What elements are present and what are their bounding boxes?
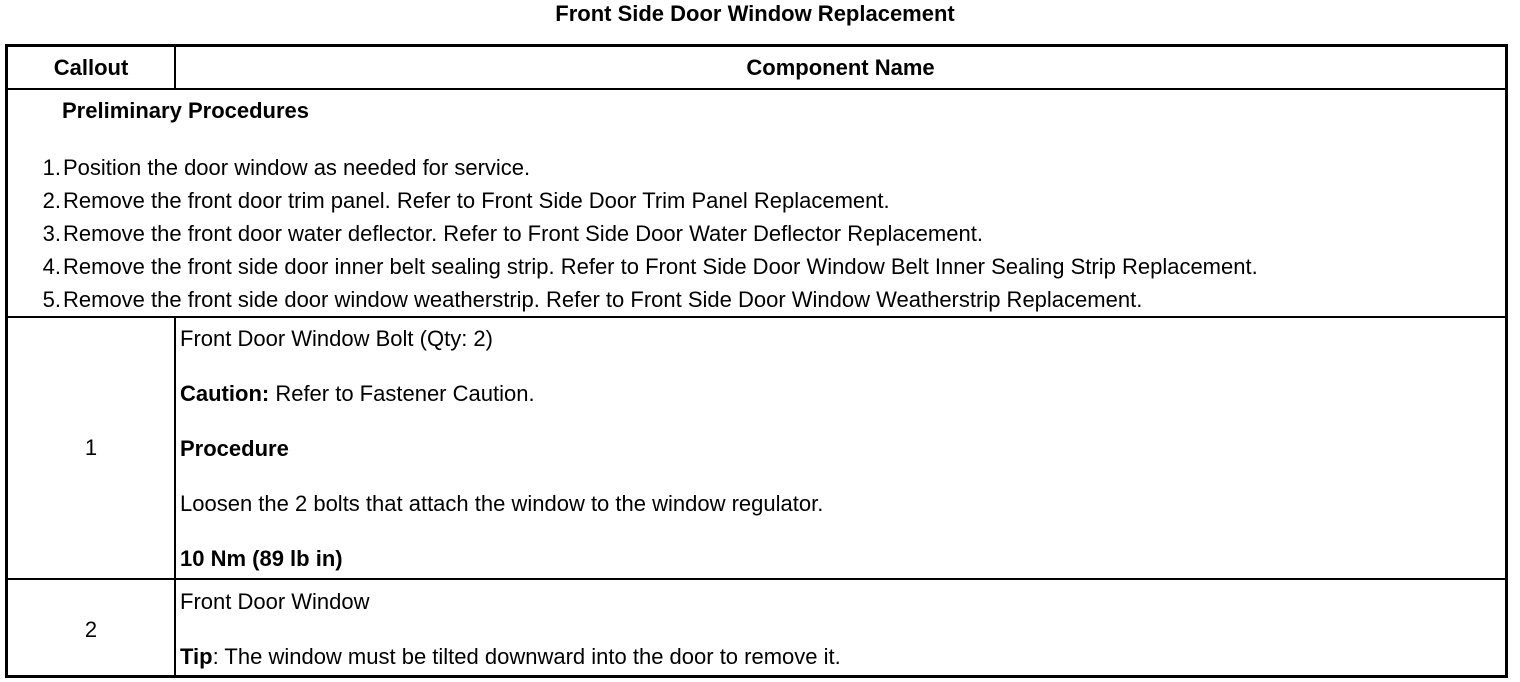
row-divider	[8, 316, 1505, 318]
page-title: Front Side Door Window Replacement	[555, 1, 955, 26]
header-component-name: Component Name	[746, 55, 935, 80]
column-divider	[174, 317, 176, 675]
torque-spec: 10 Nm (89 lb in)	[180, 546, 343, 571]
callout-number: 1	[84, 435, 98, 460]
preliminary-heading: Preliminary Procedures	[62, 98, 310, 123]
component-name: Front Door Window	[180, 589, 370, 614]
procedure-text: Loosen the 2 bolts that attach the window to the window regulator.	[180, 491, 824, 516]
procedure-label: Procedure	[180, 436, 289, 461]
procedure-table	[5, 44, 1508, 678]
header-callout: Callout	[53, 55, 129, 80]
row-divider	[8, 578, 1505, 580]
caution-label: Caution:	[180, 381, 270, 406]
component-name: Front Door Window Bolt (Qty: 2)	[180, 326, 493, 351]
list-item: 4.Remove the front side door inner belt sealing strip. Refer to Front Side Door Window Belt Inner Sealing Strip Replacement.	[42, 254, 1258, 279]
tip-note	[180, 643, 841, 671]
column-divider	[174, 47, 176, 89]
tip-label: Tip	[180, 644, 213, 669]
list-item: 3.Remove the front door water deflector. Refer to Front Side Door Water Deflector Replacement.	[42, 221, 983, 246]
caution-note	[180, 380, 535, 408]
preliminary-steps	[8, 151, 1258, 316]
list-item: 2.Remove the front door trim panel. Refer to Front Side Door Trim Panel Replacement.	[42, 188, 890, 213]
list-item: 5.Remove the front side door window weatherstrip. Refer to Front Side Door Window Weatherstrip Replacement.	[42, 287, 1143, 312]
list-item: 1.Position the door window as needed for service.	[42, 155, 531, 180]
caution-text: Refer to Fastener Caution.	[269, 381, 535, 406]
tip-text: : The window must be tilted downward into the door to remove it.	[212, 644, 841, 669]
callout-number: 2	[84, 617, 98, 642]
row-divider	[8, 88, 1505, 90]
